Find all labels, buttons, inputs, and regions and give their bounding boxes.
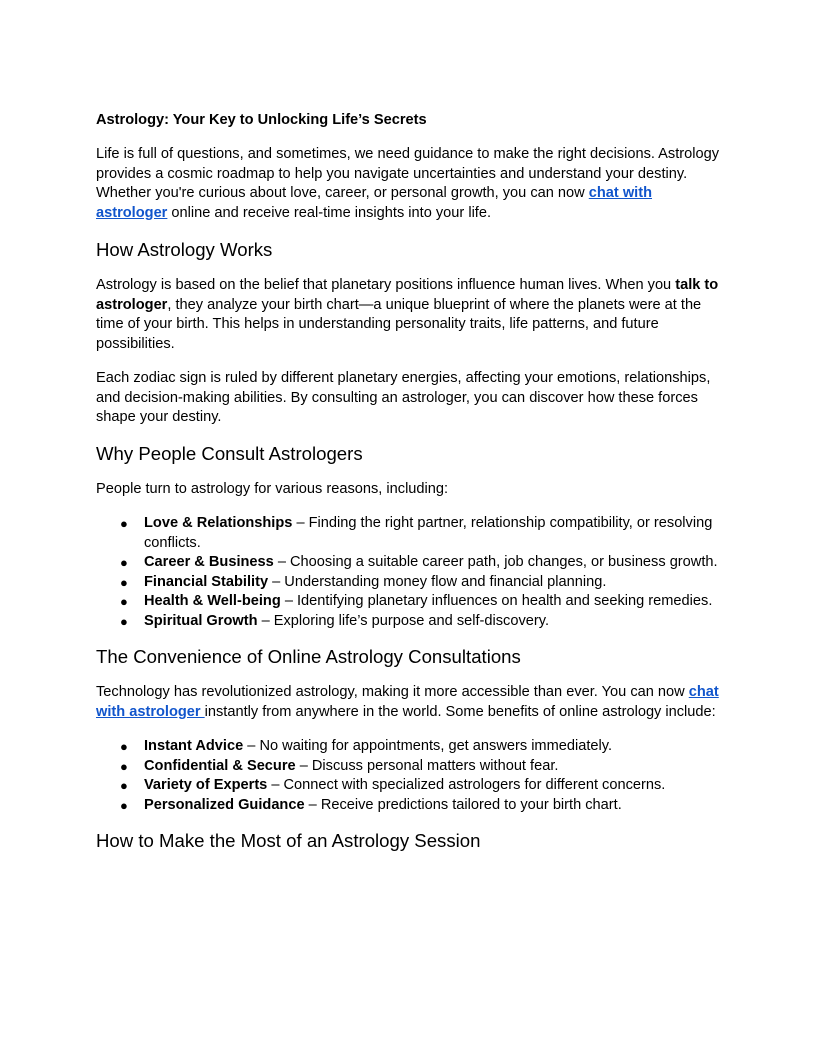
list-item	[96, 592, 724, 612]
list-item-label: Financial Stability	[144, 573, 269, 590]
document-page	[96, 110, 724, 853]
document-title: Astrology: Your Key to Unlocking Life’s Secrets	[96, 112, 427, 128]
list-item	[96, 776, 724, 796]
list-item-label: Spiritual Growth	[144, 612, 258, 629]
list-item	[96, 553, 724, 573]
heading-make-most-of-session: How to Make the Most of an Astrology Session	[96, 830, 481, 851]
list-item-text: – Receive predictions tailored to your birth chart.	[304, 796, 622, 813]
bullet-icon: ●	[120, 555, 128, 570]
list-item-text: – Finding the right partner, relationship compatibility, or resolving conflicts.	[144, 515, 713, 551]
online-text-after: instantly from anywhere in the world. Some benefits of online astrology include:	[204, 703, 716, 720]
heading-how-astrology-works: How Astrology Works	[96, 239, 273, 260]
heading-online-consultations: The Convenience of Online Astrology Consultations	[96, 646, 521, 667]
list-item-label: Instant Advice	[144, 738, 244, 754]
online-text-before: Technology has revolutionized astrology, making it more accessible than ever. You can now	[96, 684, 689, 700]
list-item-label: Career & Business	[144, 554, 274, 570]
intro-text-after: online and receive real-time insights into your life.	[167, 204, 492, 221]
bullet-icon: ●	[120, 594, 128, 609]
list-item	[96, 612, 724, 632]
benefits-list	[96, 737, 724, 815]
list-item-label: Variety of Experts	[144, 777, 268, 793]
bullet-icon: ●	[120, 797, 128, 813]
list-item-text: – Understanding money flow and financial planning.	[268, 573, 607, 590]
why-consult-intro: People turn to astrology for various reasons, including:	[96, 480, 449, 497]
list-item	[96, 573, 724, 593]
how-works-paragraph-1	[96, 276, 724, 354]
intro-paragraph	[96, 145, 724, 223]
list-item-text: – Choosing a suitable career path, job changes, or business growth.	[273, 554, 718, 570]
talk-to-astrologer-bold: talk to astrologer	[96, 277, 719, 313]
list-item-label: Health & Well-being	[144, 593, 281, 609]
list-item	[96, 796, 724, 816]
intro-text-before: Life is full of questions, and sometimes, we need guidance to make the right decisions. Astrology provides a cosmic roadmap to help you navigate uncertainties and understand your destiny. Whether you're curious about love, career, or personal growth, you can now	[96, 146, 720, 201]
list-item	[96, 737, 724, 757]
list-item-text: – Discuss personal matters without fear.	[295, 757, 559, 774]
chat-with-astrologer-link-2[interactable]: chat with astrologer	[96, 684, 719, 720]
list-item-label: Personalized Guidance	[144, 796, 305, 813]
list-item	[96, 757, 724, 777]
list-item	[96, 514, 724, 553]
list-item-label: Love & Relationships	[144, 515, 293, 531]
heading-why-consult: Why People Consult Astrologers	[96, 442, 363, 464]
bullet-icon: ●	[120, 574, 128, 590]
bullet-icon: ●	[120, 613, 128, 629]
list-item-label: Confidential & Secure	[144, 757, 296, 774]
how-works-paragraph-2: Each zodiac sign is ruled by different planetary energies, affecting your emotions, relationships, and decision-making abilities. By consulting an astrologer, you can discover how these forces shape your destiny.	[96, 370, 711, 425]
chat-with-astrologer-link[interactable]: chat with astrologer	[96, 185, 653, 221]
list-item-text: – Identifying planetary influences on health and seeking remedies.	[280, 593, 713, 609]
list-item-text: – No waiting for appointments, get answers immediately.	[243, 738, 613, 754]
bullet-icon: ●	[120, 739, 128, 754]
how-works-text-2: , they analyze your birth chart—a unique blueprint of where the planets were at the time of your birth. This helps in understanding personality traits, life patterns, and future possibilities.	[96, 296, 702, 352]
list-item-text: – Exploring life’s purpose and self-discovery.	[257, 612, 549, 629]
list-item-text: – Connect with specialized astrologers for different concerns.	[267, 777, 666, 793]
online-paragraph	[96, 683, 724, 722]
bullet-icon: ●	[120, 516, 128, 531]
how-works-text-1: Astrology is based on the belief that planetary positions influence human lives. When you	[96, 277, 676, 293]
reasons-list	[96, 514, 724, 631]
bullet-icon: ●	[120, 758, 128, 774]
bullet-icon: ●	[120, 778, 128, 793]
